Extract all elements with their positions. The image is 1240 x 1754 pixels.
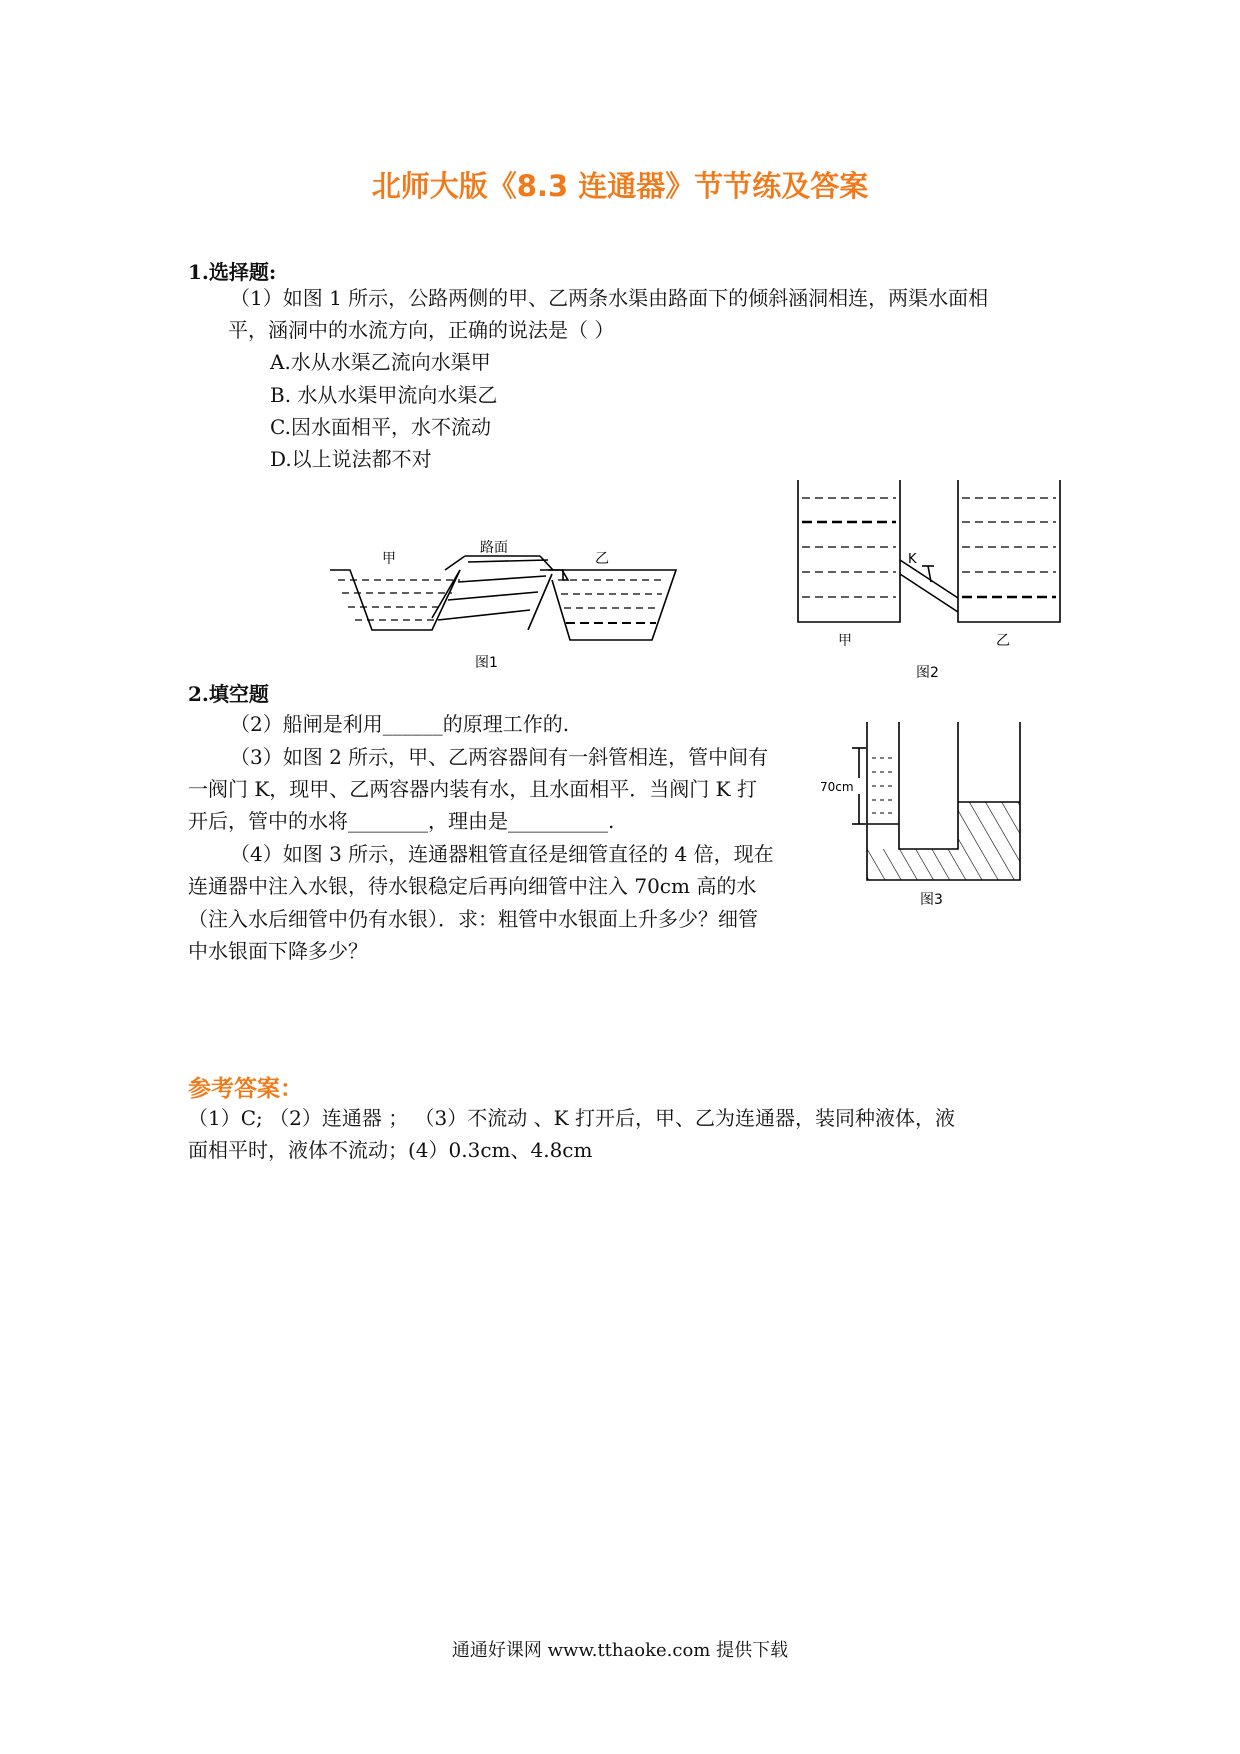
page-footer: 通通好课网 www.tthaoke.com 提供下载 [451,1640,789,1661]
fig1-caption: 图1 [475,655,498,671]
q1-line1: （1）如图 1 所示，公路两侧的甲、乙两条水渠由路面下的倾斜涵洞相连，两渠水面相 [230,286,989,310]
figure-2 [790,470,1070,690]
fig1-label-right: 乙 [595,551,609,567]
q4-line3: （注入水后细管中仍有水银）．求：粗管中水银面上升多少？细管 [188,907,758,931]
q3-line2: 一阀门 K，现甲、乙两容器内装有水，且水面相平．当阀门 K 打 [188,777,757,801]
fig2-label-right: 乙 [996,633,1010,649]
answers-line1: （1）C; （2）连通器 ； （3）不流动 、K 打开后，甲、乙为连通器，装同种液体，液 [188,1106,955,1130]
fig3-caption: 图3 [920,892,943,908]
figure-3 [820,712,1030,912]
answers-heading: 参考答案： [188,1076,303,1102]
fig2-label-left: 甲 [838,633,852,649]
option-d: D.以上说法都不对 [270,447,432,471]
section2-heading: 2.填空题 [188,682,269,706]
fig2-label-k: K [908,552,917,567]
q3-line1: （3）如图 2 所示，甲、乙两容器间有一斜管相连，管中间有 [230,745,769,769]
fig1-label-left: 甲 [382,551,396,567]
fig3-label-height: 70cm [820,780,854,794]
q1-line2: 平，涵洞中的水流方向，正确的说法是（ ） [228,318,615,342]
option-c: C.因水面相平，水不流动 [270,415,491,439]
answers-line2: 面相平时，液体不流动；(4）0.3cm、4.8cm [188,1138,593,1162]
q2-text: （2）船闸是利用______的原理工作的. [230,712,570,736]
page-title: 北师大版《8.3 连通器》节节练及答案 [371,169,869,203]
q4-line1: （4）如图 3 所示，连通器粗管直径是细管直径的 4 倍，现在 [230,842,774,866]
figure-1 [320,530,680,675]
option-b: B. 水从水渠甲流向水渠乙 [270,383,498,407]
section1-heading: 1.选择题: [188,260,277,284]
q3-line3: 开后，管中的水将________，理由是__________. [188,809,615,833]
q4-line2: 连通器中注入水银，待水银稳定后再向细管中注入 70cm 高的水 [188,874,757,898]
fig2-caption: 图2 [916,665,939,681]
fig1-label-road: 路面 [480,540,508,556]
q4-line4: 中水银面下降多少？ [188,939,368,963]
option-a: A.水从水渠乙流向水渠甲 [270,350,491,374]
